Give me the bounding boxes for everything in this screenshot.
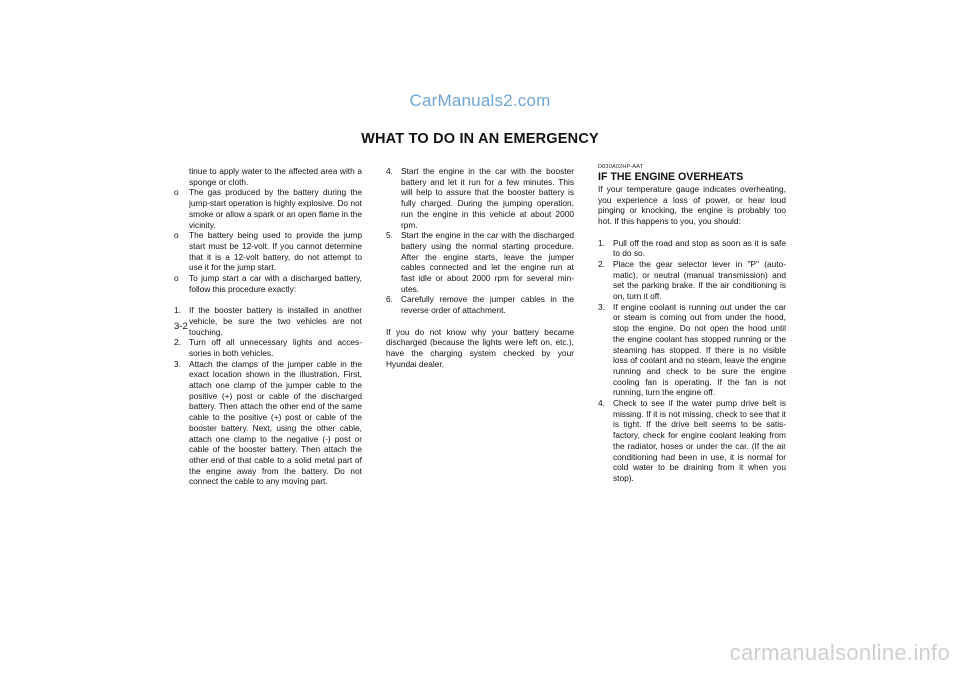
step-number: 3.	[598, 301, 605, 312]
column-middle	[386, 166, 574, 369]
watermark-bottom: carmanualsonline.info	[729, 640, 950, 665]
bullet-marker: o	[174, 187, 179, 198]
intro-paragraph: If your temperature gauge indicates overheating, you experience a loss of power, or hear loud pinging or knocking, the engine is probably too hot. If this happens to you, you should:	[598, 184, 786, 227]
bullet-item	[174, 187, 362, 230]
step-number: 4.	[598, 398, 605, 409]
bullet-text: The battery being used to provide the jump start must be 12-volt. If you cannot determine that it is a 12-volt battery, do not attempt to use it for the jump start.	[189, 230, 362, 273]
bullet-marker: o	[174, 273, 179, 284]
step-number: 2.	[174, 337, 181, 348]
step-text: Pull off the road and stop as soon as it is safe to do so.	[613, 237, 786, 259]
bullet-item	[174, 230, 362, 273]
battery-note-paragraph: If you do not know why your battery became discharged (because the lights were left on, etc.), have the charging system checked by your Hyundai dealer.	[386, 326, 574, 369]
watermark-top-logo: CarManuals2.com	[409, 91, 551, 110]
continued-paragraph: tinue to apply water to the affected area with a sponge or cloth.	[189, 166, 362, 187]
step-item	[598, 259, 786, 302]
step-item	[174, 359, 362, 487]
step-text: Turn off all unnecessary lights and acces-sories in both vehicles.	[189, 337, 362, 358]
step-item	[386, 166, 574, 230]
step-text: Check to see if the water pump drive belt is missing. If it is not missing, check to see that it is tight. If the drive belt seems to be satis-factory, check for engine coolant leaking from the radiator, hoses or under the car. (If the air conditioning had been in use, it is normal for cold water to be draining from it when you stop).	[613, 398, 786, 483]
page-header: WHAT TO DO IN AN EMERGENCY	[361, 131, 599, 147]
section-code: D030A02HP-AAT	[598, 164, 644, 170]
column-left	[174, 166, 362, 487]
step-item	[174, 305, 362, 337]
step-item	[386, 230, 574, 294]
step-number: 4.	[386, 166, 393, 176]
step-item	[598, 238, 786, 259]
bullet-item	[174, 273, 362, 294]
step-item	[174, 337, 362, 358]
step-text: If engine coolant is running out under the car or steam is coming out from under the hood, stop the engine. Do not open the hood until the engine coolant has stopped running or the steaming has stopped. If there is no visible loss of coolant and no steam, leave the engine running and check to be sure the engine cooling fan is operating. If the fan is not running, turn the engine off.	[613, 301, 786, 398]
step-text: Start the engine in the car with the discharged battery using the normal starting procedure. After the engine starts, leave the jumper cables connected and let the engine run at fast idle or about 2000 rpm for several min-utes.	[401, 230, 574, 294]
step-number: 5.	[386, 230, 393, 241]
step-number: 1.	[174, 305, 181, 316]
step-number: 1.	[598, 237, 605, 248]
step-number: 2.	[598, 258, 605, 269]
step-number: 3.	[174, 358, 181, 369]
step-item	[386, 294, 574, 315]
step-item	[598, 302, 786, 398]
step-number: 6.	[386, 294, 393, 305]
bullet-text: To jump start a car with a discharged battery, follow this procedure exactly:	[189, 273, 362, 294]
bullet-text: The gas produced by the battery during the jump-start operation is highly explosive. Do not smoke or allow a spark or an open flame in the vicinity.	[189, 187, 362, 230]
step-text: Attach the clamps of the jumper cable in the exact location shown in the illustration. First, attach one clamp of the jumper cable to the positive (+) post or cable of the discharged battery. Then attach the other end of the same cable to the positive (+) post or cable of the booster battery. Next, using the other cable, attach one clamp to the negative (-) post or cable of the booster battery. Then attach the other end of that cable to a solid metal part of the engine away from the battery. Do not connect the cable to any moving part.	[189, 358, 362, 487]
step-item	[598, 398, 786, 484]
step-text: Start the engine in the car with the booster battery and let it run for a few minutes. This will help to assure that the booster battery is fully charged. During the jumping operation, run the engine in this vehicle at about 2000 rpm.	[401, 166, 574, 230]
column-right	[598, 164, 786, 484]
section-heading: IF THE ENGINE OVERHEATS	[598, 171, 744, 183]
bullet-marker: o	[174, 230, 179, 241]
step-text: Place the gear selector lever in "P" (auto-matic), or neutral (manual transmission) and set the parking brake. If the air conditioning is on, turn it off.	[613, 258, 786, 302]
step-text: If the booster battery is installed in another vehicle, be sure the two vehicles are not touching.	[189, 305, 362, 337]
page-number: 3-2	[174, 321, 188, 332]
step-text: Carefully remove the jumper cables in the reverse order of attachment.	[401, 294, 574, 316]
